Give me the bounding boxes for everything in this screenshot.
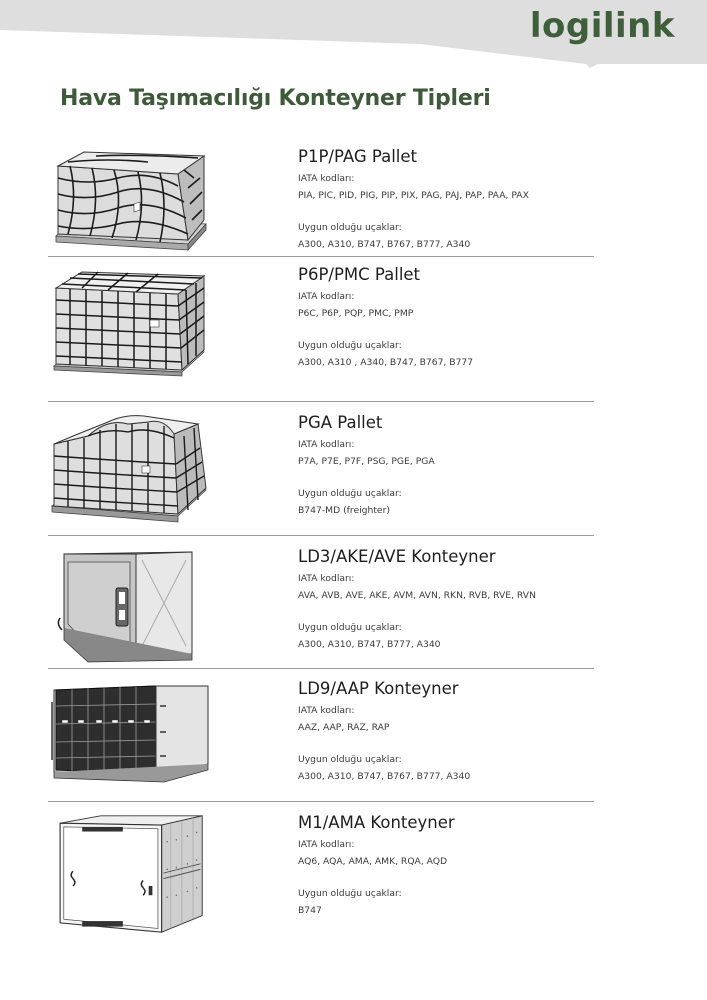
- iata-codes: P7A, P7E, P7F, PSG, PGE, PGA: [298, 456, 435, 467]
- aircraft-list: A300, A310 , A340, B747, B767, B777: [298, 357, 474, 368]
- divider: [48, 401, 594, 402]
- iata-codes: AAZ, AAP, RAZ, RAP: [298, 722, 390, 733]
- iata-codes: AQ6, AQA, AMA, AMK, RQA, AQD: [298, 856, 448, 867]
- iata-codes-label: IATA kodları:: [298, 173, 355, 184]
- item-title: P1P/PAG Pallet: [298, 147, 417, 166]
- iata-codes-label: IATA kodları:: [298, 705, 355, 716]
- divider: [48, 535, 594, 536]
- iata-codes-label: IATA kodları:: [298, 839, 355, 850]
- iata-codes: PIA, PIC, PID, PIG, PIP, PIX, PAG, PAJ, PAP, PAA, PAX: [298, 190, 529, 201]
- iata-codes: P6C, P6P, PQP, PMC, PMP: [298, 308, 414, 319]
- pallet-tall-net-illustration: [48, 266, 218, 386]
- logo: logilink: [529, 6, 675, 46]
- iata-codes-label: IATA kodları:: [298, 439, 355, 450]
- iata-codes-label: IATA kodları:: [298, 291, 355, 302]
- divider: [48, 801, 594, 802]
- m1-container-illustration: [48, 814, 218, 934]
- page-title: Hava Taşımacılığı Konteyner Tipleri: [60, 86, 491, 111]
- aircraft-list: A300, A310, B747, B767, B777, A340: [298, 239, 471, 250]
- ld9-container-illustration: [48, 680, 218, 800]
- item-title: PGA Pallet: [298, 413, 383, 432]
- divider: [48, 256, 594, 257]
- aircraft-label: Uygun olduğu uçaklar:: [298, 340, 402, 351]
- aircraft-label: Uygun olduğu uçaklar:: [298, 888, 402, 899]
- aircraft-list: A300, A310, B747, B767, B777, A340: [298, 771, 471, 782]
- aircraft-list: B747-MD (freighter): [298, 505, 390, 516]
- item-title: P6P/PMC Pallet: [298, 265, 421, 284]
- aircraft-label: Uygun olduğu uçaklar:: [298, 222, 402, 233]
- aircraft-list: B747: [298, 905, 322, 916]
- item-title: LD9/AAP Konteyner: [298, 679, 459, 698]
- ld3-container-illustration: [48, 548, 218, 668]
- aircraft-list: A300, A310, B747, B777, A340: [298, 639, 441, 650]
- item-title: M1/AMA Konteyner: [298, 813, 455, 832]
- aircraft-label: Uygun olduğu uçaklar:: [298, 754, 402, 765]
- aircraft-label: Uygun olduğu uçaklar:: [298, 488, 402, 499]
- iata-codes-label: IATA kodları:: [298, 573, 355, 584]
- aircraft-label: Uygun olduğu uçaklar:: [298, 622, 402, 633]
- divider: [48, 668, 594, 669]
- item-title: LD3/AKE/AVE Konteyner: [298, 547, 496, 566]
- pallet-low-net-illustration: [48, 148, 218, 268]
- pallet-contoured-net-illustration: [48, 414, 218, 534]
- iata-codes: AVA, AVB, AVE, AKE, AVM, AVN, RKN, RVB, RVE, RVN: [298, 590, 536, 601]
